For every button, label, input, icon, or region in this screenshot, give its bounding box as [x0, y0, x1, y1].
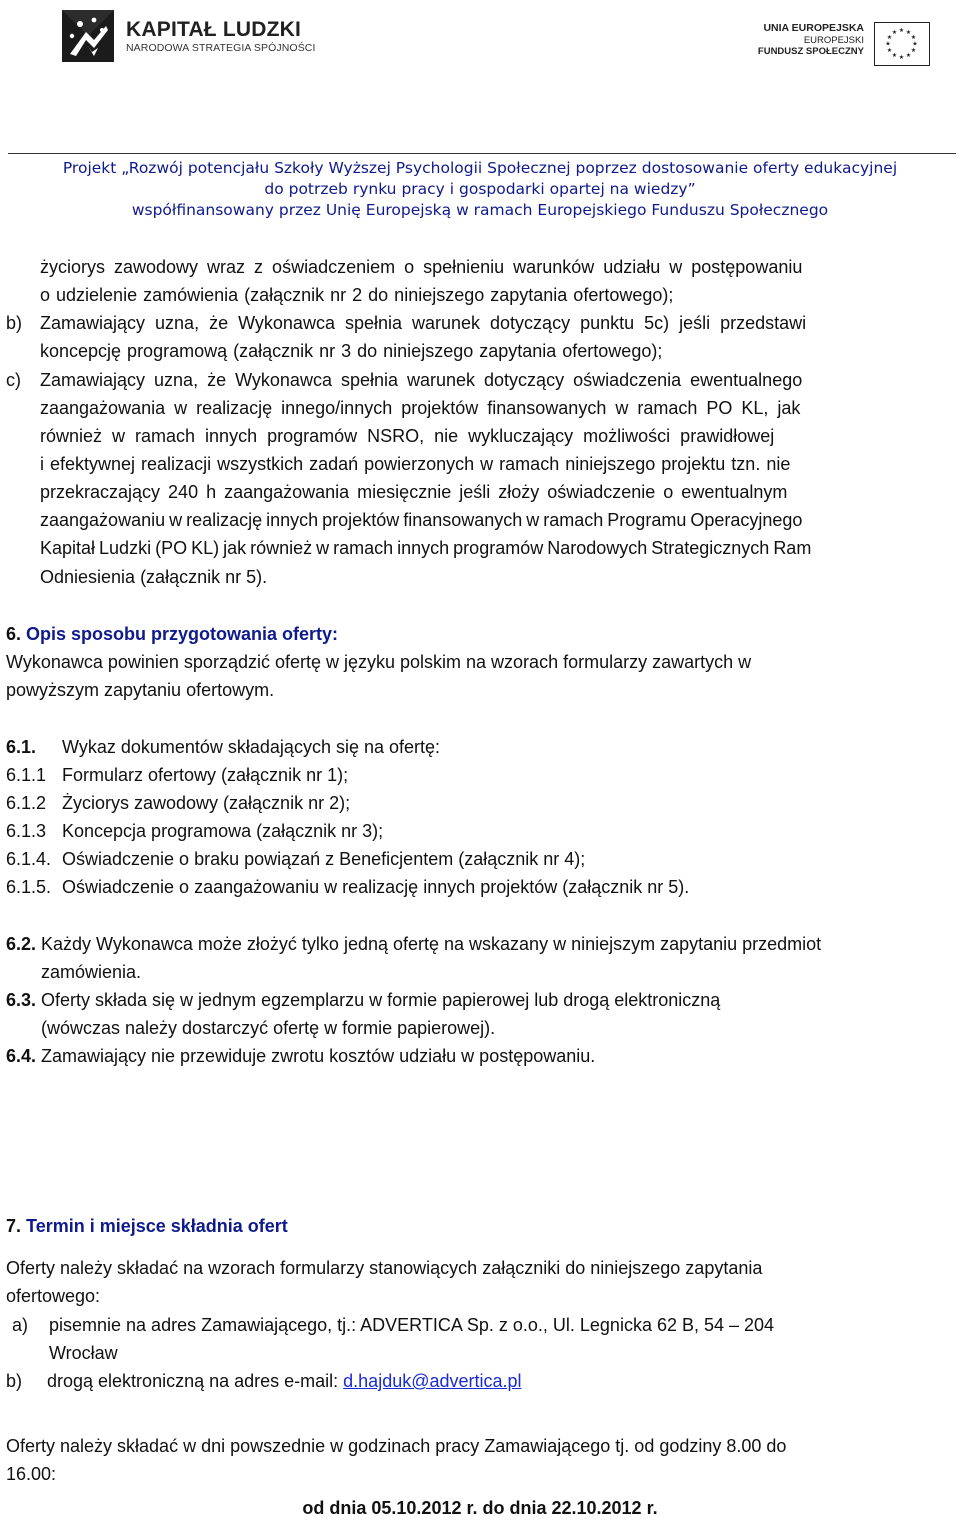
doc-list-number: 6.1.5.: [6, 877, 52, 897]
section-7-heading: [6, 1216, 288, 1237]
svg-text:★: ★: [898, 54, 905, 61]
doc-list-text: Życiorys zawodowy (załącznik nr 2);: [62, 793, 351, 813]
section-6-number: 6.: [6, 624, 22, 644]
svg-text:★: ★: [905, 52, 912, 59]
section-7-intro: Oferty należy składać na wzorach formularzy stanowiących załączniki do niniejszego zapytania: [6, 1258, 763, 1278]
section-7-b-text: drogą elektroniczną na adres e-mail:: [47, 1371, 344, 1391]
doc-list-item: [6, 849, 585, 870]
list-c-line: i efektywnej realizacji wszystkich zadań powierzonych w ramach niniejszego projektu tzn. nie: [40, 454, 791, 474]
item-6-2-number: 6.2.: [6, 934, 37, 954]
doc-list-number: 6.1.1: [6, 765, 47, 785]
section-6-intro: Wykonawca powinien sporządzić ofertę w języku polskim na wzorach formularzy zawartych w: [6, 652, 752, 672]
logo-title: KAPITAŁ LUDZKI: [126, 17, 302, 41]
item-6-1-text: Wykaz dokumentów składających się na ofertę:: [62, 737, 441, 757]
item-6-4-number: 6.4.: [6, 1046, 37, 1066]
doc-list-item: [6, 765, 348, 786]
project-line: współfinansowany przez Unię Europejską w ramach Europejskiego Funduszu Społecznego: [131, 201, 829, 219]
doc-list-text: Oświadczenie o braku powiązań z Beneficjentem (załącznik nr 4);: [62, 849, 586, 869]
section-7-intro: ofertowego:: [6, 1286, 101, 1306]
list-c-line: Odniesienia (załącznik nr 5).: [40, 567, 268, 587]
project-line: Projekt „Rozwój potencjału Szkoły Wyższej Psychologii Społecznej poprzez dostosowanie oferty edukacyjnej: [62, 159, 898, 177]
svg-text:★: ★: [898, 27, 905, 34]
item-6-2-text-cont: zamówienia.: [41, 962, 142, 982]
list-a-text: życiorys zawodowy wraz z oświadczeniem o spełnieniu warunków udziału w postępowaniu: [40, 257, 803, 277]
item-6-2: [6, 934, 821, 955]
doc-list-item: [6, 877, 689, 898]
item-6-3: [6, 990, 720, 1011]
item-6-3-text-cont: (wówczas należy dostarczyć ofertę w formie papierowej).: [41, 1018, 496, 1038]
doc-list-number: 6.1.4.: [6, 849, 52, 869]
section-7-number: 7.: [6, 1216, 22, 1236]
hours-text: 16.00:: [6, 1464, 57, 1484]
svg-text:★: ★: [905, 29, 912, 36]
svg-text:★: ★: [885, 40, 891, 48]
doc-list-item: [6, 821, 383, 842]
offer-dates: od dnia 05.10.2012 r. do dnia 22.10.2012 r.: [302, 1498, 658, 1518]
item-6-2-text: Każdy Wykonawca może złożyć tylko jedną ofertę na wskazany w niniejszym zapytaniu przedmiot: [41, 934, 822, 954]
list-a-line1: [40, 257, 955, 278]
svg-text:★: ★: [910, 34, 917, 41]
section-6-intro: powyższym zapytaniu ofertowym.: [6, 680, 275, 700]
list-b-marker: b): [6, 313, 23, 333]
item-6-4: [6, 1046, 595, 1067]
doc-list-number: 6.1.2: [6, 793, 47, 813]
doc-list-item: [6, 793, 350, 814]
eu-flag-icon: [874, 22, 930, 66]
eu-logo: [758, 22, 930, 66]
doc-list-text: Oświadczenie o zaangażowaniu w realizację innych projektów (załącznik nr 5).: [62, 877, 690, 897]
list-c-line: przekraczający 240 h zaangażowania miesięcznie jeśli złoży oświadczenie o ewentualnym: [40, 482, 788, 502]
doc-list-text: Formularz ofertowy (załącznik nr 1);: [62, 765, 349, 785]
header-divider: [8, 153, 956, 154]
kapital-ludzki-emblem-icon: [58, 6, 118, 66]
section-7-a-text: pisemnie na adres Zamawiającego, tj.: ADVERTICA Sp. z o.o., Ul. Legnicka 62 B, 54 – 204: [49, 1315, 775, 1335]
svg-text:★: ★: [891, 52, 898, 59]
list-c-line: zaangażowaniu w realizację innych projektów finansowanych w ramach Programu Operacyjnego: [40, 510, 803, 530]
svg-text:★: ★: [886, 47, 893, 54]
section-7-a-text: Wrocław: [49, 1343, 118, 1363]
svg-text:★: ★: [886, 34, 893, 41]
item-6-3-number: 6.3.: [6, 990, 37, 1010]
item-6-1-number: 6.1.: [6, 737, 37, 757]
list-c-line: Kapitał Ludzki (PO KL) jak również w ramach innych programów Narodowych Strategicznych Ram: [40, 538, 812, 558]
logo-subtitle: NARODOWA STRATEGIA SPÓJNOŚCI: [126, 41, 316, 54]
section-6-title: Opis sposobu przygotowania oferty:: [26, 624, 339, 644]
item-6-3-text: Oferty składa się w jednym egzemplarzu w formie papierowej lub drogą elektroniczną: [41, 990, 721, 1010]
list-c-marker: c): [6, 370, 21, 390]
list-c-line: zaangażowania w realizację innego/innych projektów finansowanych w ramach PO KL, jak: [40, 398, 801, 418]
doc-list-text: Koncepcja programowa (załącznik nr 3);: [62, 821, 384, 841]
list-c-line: Zamawiający uzna, że Wykonawca spełnia warunek dotyczący oświadczenia ewentualnego: [40, 370, 803, 390]
list-a-line2: o udzielenie zamówienia (załącznik nr 2 do niniejszego zapytania ofertowego);: [40, 285, 674, 305]
project-line: do potrzeb rynku pracy i gospodarki opartej na wiedzy”: [264, 180, 696, 198]
item-6-1: [6, 737, 440, 758]
svg-text:★: ★: [910, 47, 917, 54]
eu-logo-line2: EUROPEJSKI: [803, 35, 864, 46]
section-7-b-line: [47, 1371, 522, 1392]
svg-text:★: ★: [912, 40, 918, 48]
doc-list-number: 6.1.3: [6, 821, 47, 841]
section-6-heading: [6, 624, 338, 645]
list-c-line: również w ramach innych programów NSRO, nie wykluczający możliwości prawidłowej: [40, 426, 775, 446]
svg-text:★: ★: [891, 29, 898, 36]
section-7-b-marker: b): [6, 1371, 23, 1391]
list-b-line2: koncepcję programową (załącznik nr 3 do niniejszego zapytania ofertowego);: [40, 341, 663, 361]
eu-logo-line1: UNIA EUROPEJSKA: [763, 22, 864, 34]
eu-logo-line3: FUNDUSZ SPOŁECZNY: [757, 46, 864, 57]
hours-text: Oferty należy składać w dni powszednie w godzinach pracy Zamawiającego tj. od godziny 8.00 do: [6, 1436, 787, 1456]
section-7-title: Termin i miejsce składnia ofert: [26, 1216, 288, 1236]
list-b-line1: Zamawiający uzna, że Wykonawca spełnia warunek dotyczący punktu 5c) jeśli przedstawi: [40, 313, 807, 333]
email-link[interactable]: d.hajduk@advertica.pl: [343, 1371, 522, 1391]
project-banner: [0, 158, 960, 221]
kapital-ludzki-logo: [58, 6, 316, 66]
item-6-4-text: Zamawiający nie przewiduje zwrotu kosztów udziału w postępowaniu.: [41, 1046, 596, 1066]
section-7-a-marker: a): [12, 1315, 29, 1335]
